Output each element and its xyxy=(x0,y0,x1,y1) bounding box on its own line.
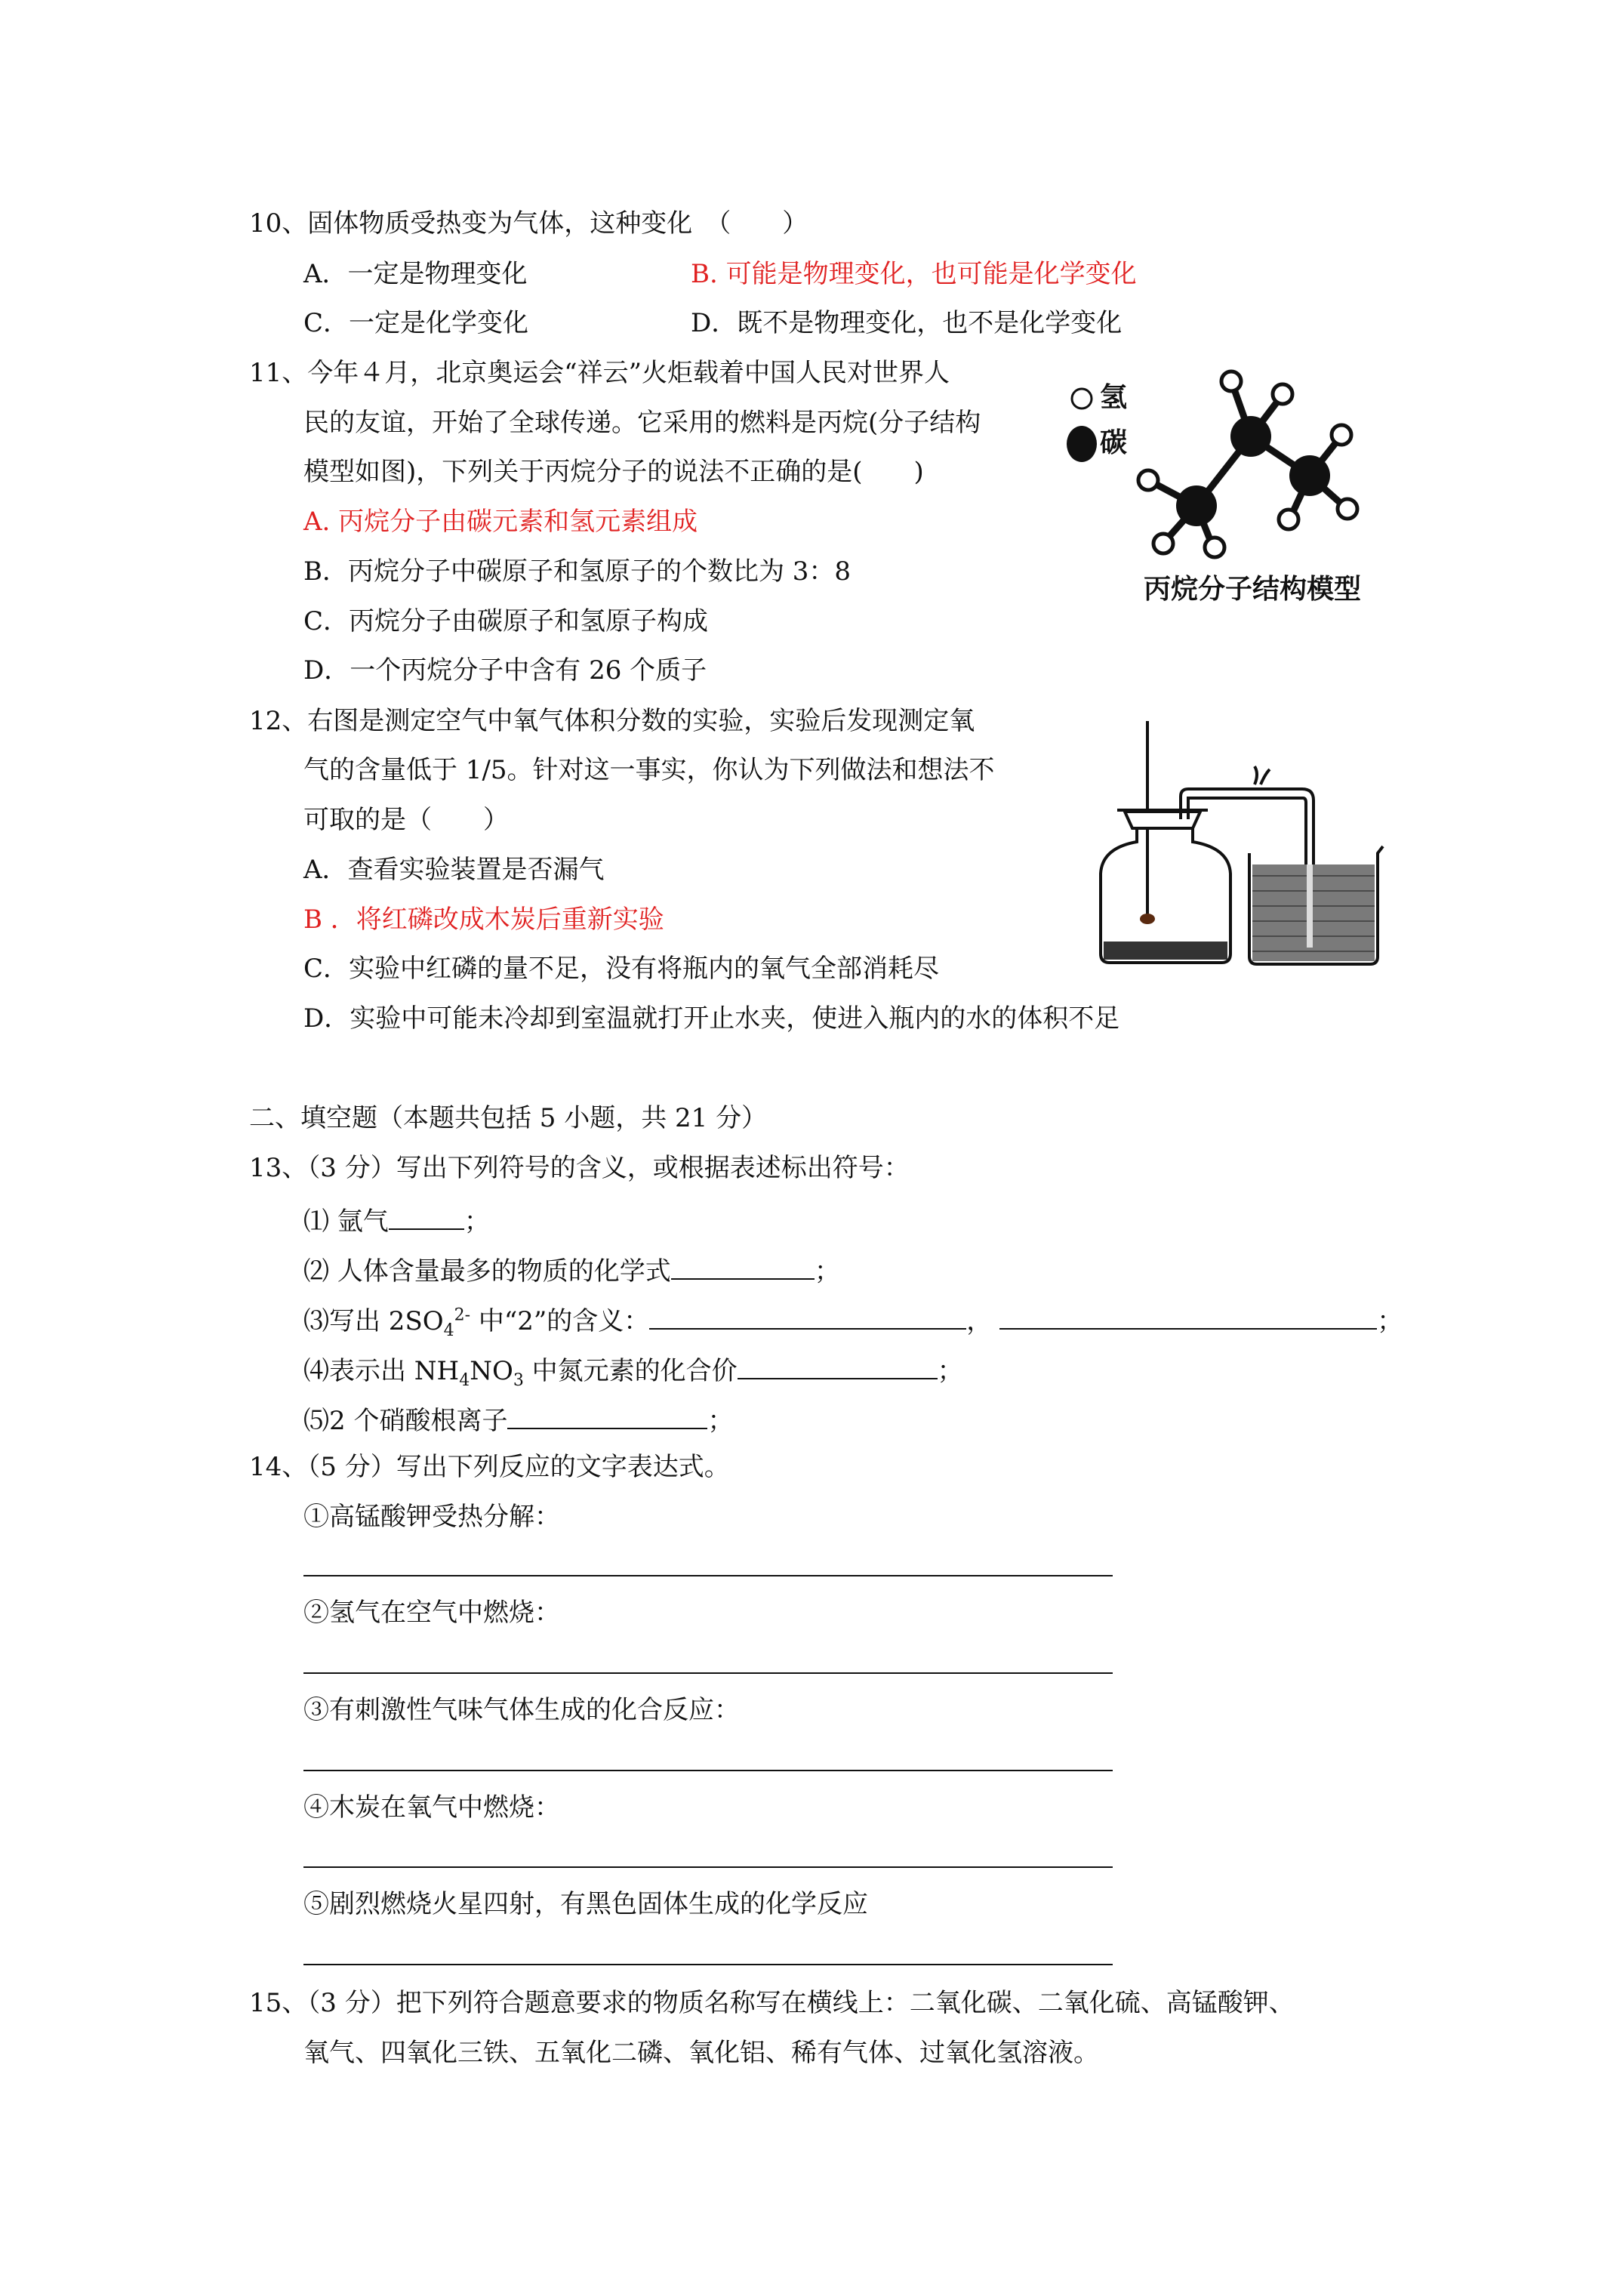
q13-item3-blank-1[interactable] xyxy=(649,1302,966,1330)
q10-option-a: A．一定是物理变化 xyxy=(303,259,528,289)
q13-item1-label: ⑴ 氩气 xyxy=(303,1207,389,1237)
carbon-atoms xyxy=(1176,416,1330,526)
q15-stem-line2: 氧气、四氧化三铁、五氧化二磷、氧化铝、稀有气体、过氧化氢溶液。 xyxy=(303,2038,1099,2068)
q12-option-d: D．实验中可能未冷却到室温就打开止水夹，使进入瓶内的水的体积不足 xyxy=(303,1003,1120,1034)
q11-stem-line2: 民的友谊，开始了全球传递。它采用的燃料是丙烷(分子结构 xyxy=(303,408,981,438)
q14-item3: ③有刺激性气味气体生成的化合反应： xyxy=(303,1695,740,1725)
q11-stem-line1: 11、今年４月，北京奥运会“祥云”火炬载着中国人民对世界人 xyxy=(249,358,950,388)
water-clamp xyxy=(1255,766,1257,784)
legend-carbon-icon xyxy=(1067,426,1097,462)
q14-item2: ②氢气在空气中燃烧： xyxy=(303,1598,560,1628)
q11-option-b: B．丙烷分子中碳原子和氢原子的个数比为 3：8 xyxy=(303,556,852,587)
q12-stem-line1: 12、右图是测定空气中氧气体积分数的实验，实验后发现测定氧 xyxy=(249,706,975,736)
q13-item2-label: ⑵ 人体含量最多的物质的化学式 xyxy=(303,1256,671,1287)
q11-stem-line3: 模型如图)，下列关于丙烷分子的说法不正确的是( ) xyxy=(303,457,924,487)
q13-item3-prefix: ⑶写出 2SO xyxy=(303,1306,444,1336)
q13-item4-subscript-1: 4 xyxy=(459,1370,470,1390)
q13-item1-semicolon: ； xyxy=(463,1207,490,1237)
q13-item4-semicolon: ； xyxy=(937,1356,963,1386)
q13-item4-subscript-2: 3 xyxy=(513,1370,524,1390)
q13-item3-comma: ， xyxy=(966,1306,993,1336)
q12-stem-line2: 气的含量低于 1/5。针对这一事实，你认为下列做法和想法不 xyxy=(303,755,995,785)
q12-option-c: C．实验中红磷的量不足，没有将瓶内的氧气全部消耗尽 xyxy=(303,954,940,984)
q13-item4-mid: NO xyxy=(470,1356,513,1386)
legend-hydrogen-icon xyxy=(1072,389,1092,408)
q13-item5 xyxy=(303,1402,733,1437)
q13-item2-semicolon: ； xyxy=(814,1256,840,1287)
q11-option-a-answer: A. 丙烷分子由碳元素和氢元素组成 xyxy=(303,507,698,537)
q12-option-a: A．查看实验装置是否漏气 xyxy=(303,855,605,885)
q13-item4-prefix: ⑷表示出 NH xyxy=(303,1356,460,1386)
q13-item4-suffix: 中氮元素的化合价 xyxy=(523,1356,738,1386)
q13-item3-blank-2[interactable] xyxy=(999,1302,1377,1330)
oxygen-experiment-apparatus-figure xyxy=(1087,713,1404,970)
q10-option-b-answer: B. 可能是物理变化，也可能是化学变化 xyxy=(691,259,1137,289)
q12-stem-line3: 可取的是（ ） xyxy=(303,805,509,835)
q13-item1 xyxy=(303,1203,490,1237)
q13-item3-subscript: 4 xyxy=(443,1321,454,1340)
q10-option-d: D．既不是物理变化，也不是化学变化 xyxy=(691,308,1123,338)
red-phosphorus-icon xyxy=(1140,914,1155,924)
q14-item3-answer-line[interactable] xyxy=(303,1770,1113,1771)
q13-item4-blank[interactable] xyxy=(738,1352,938,1379)
q11-option-d: D．一个丙烷分子中含有 26 个质子 xyxy=(303,655,707,686)
jar-water xyxy=(1104,942,1227,960)
q14-item4: ④木炭在氧气中燃烧： xyxy=(303,1792,560,1823)
q14-item4-answer-line[interactable] xyxy=(303,1866,1113,1868)
q14-item1-answer-line[interactable] xyxy=(303,1575,1113,1576)
beaker-water xyxy=(1252,864,1375,961)
propane-figure-caption: 丙烷分子结构模型 xyxy=(1144,574,1362,605)
q13-item5-semicolon: ； xyxy=(707,1406,734,1436)
legend-carbon-label: 碳 xyxy=(1100,427,1128,458)
q14-item5: ⑤剧烈燃烧火星四射，有黑色固体生成的化学反应 xyxy=(303,1889,868,1919)
section2-title: 二、填空题（本题共包括 5 小题，共 21 分） xyxy=(249,1103,768,1133)
q13-item3-semicolon: ； xyxy=(1377,1306,1403,1336)
q13-item5-label: ⑸2 个硝酸根离子 xyxy=(303,1406,508,1436)
q11-option-c: C．丙烷分子由碳原子和氢原子构成 xyxy=(303,606,709,636)
q13-item3-suffix: 中“2”的含义： xyxy=(470,1306,650,1336)
q13-stem: 13、（3 分）写出下列符号的含义，或根据表述标出符号： xyxy=(249,1153,910,1183)
q10-option-c: C．一定是化学变化 xyxy=(303,308,529,338)
q13-item2 xyxy=(303,1253,840,1287)
q14-item1: ①高锰酸钾受热分解： xyxy=(303,1502,560,1532)
q13-item3-superscript: 2- xyxy=(454,1305,471,1325)
propane-molecule-figure xyxy=(1053,355,1385,612)
q13-item3 xyxy=(303,1302,1403,1340)
q14-item5-answer-line[interactable] xyxy=(303,1964,1113,1965)
legend-hydrogen-label: 氢 xyxy=(1100,382,1128,413)
q13-item1-blank[interactable] xyxy=(389,1203,464,1230)
q15-stem-line1: 15、（3 分）把下列符合题意要求的物质名称写在横线上：二氧化碳、二氧化硫、高锰酸钾、 xyxy=(249,1988,1295,2018)
q13-item4 xyxy=(303,1352,963,1390)
q13-item5-blank[interactable] xyxy=(507,1402,707,1429)
q13-item2-blank[interactable] xyxy=(671,1253,815,1280)
q10-stem: 10、固体物质受热变为气体，这种变化 （ ） xyxy=(249,208,808,239)
q14-item2-answer-line[interactable] xyxy=(303,1672,1113,1674)
q14-stem: 14、（5 分）写出下列反应的文字表达式。 xyxy=(249,1452,730,1482)
q12-option-b-answer: B ．将红磷改成木炭后重新实验 xyxy=(303,905,664,935)
